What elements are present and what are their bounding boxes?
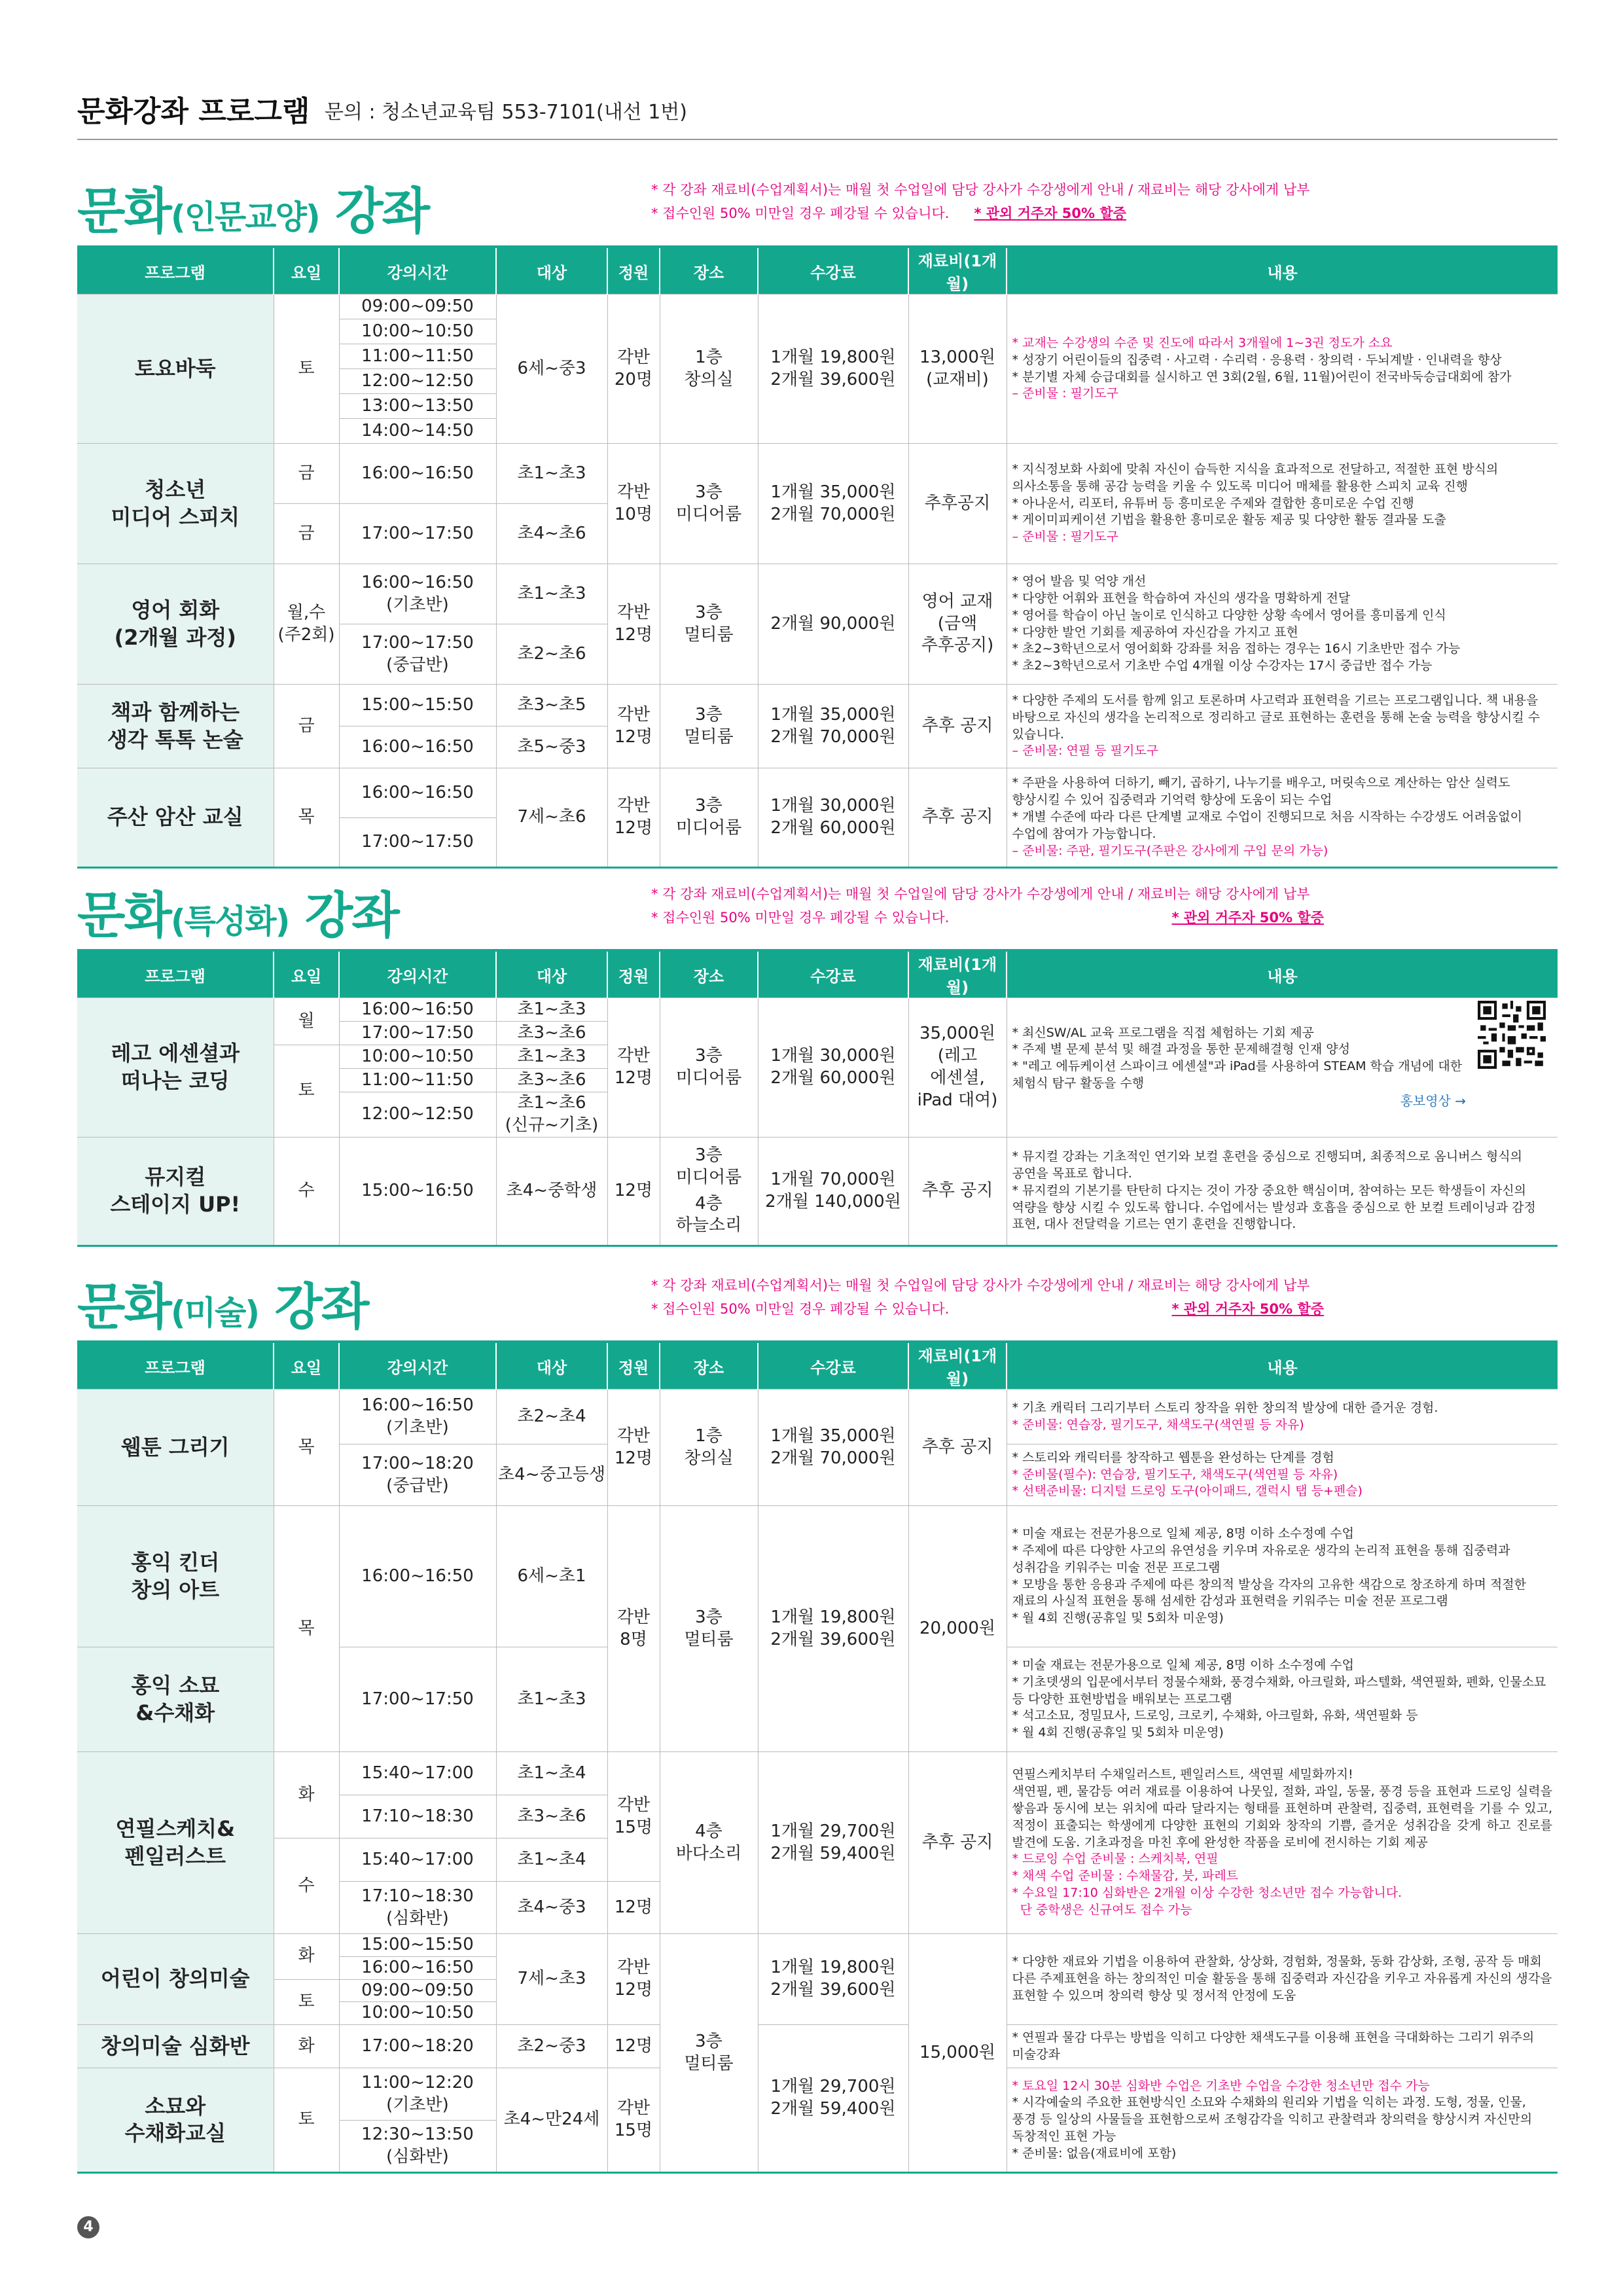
col-material: 재료비(1개월) <box>908 1342 1007 1390</box>
col-time: 강의시간 <box>339 950 496 998</box>
target-cell: 초2~중3 <box>496 2025 607 2068</box>
time-cell: 17:10~18:30 <box>339 1795 496 1839</box>
day-cell: 토 <box>274 1045 339 1138</box>
col-content: 내용 <box>1007 247 1558 295</box>
col-fee: 수강료 <box>758 1342 908 1390</box>
target-cell: 초4~만24세 <box>496 2068 607 2173</box>
course-table <box>77 949 1558 1247</box>
time-cell: 12:30~13:50 (심화반) <box>339 2121 496 2173</box>
content-cell: * 지식정보화 사회에 맞춰 자신이 습득한 지식을 효과적으로 전달하고, 적절한 표현 방식의 의사소통을 통해 공감 능력을 키울 수 있도록 미디어 매체를 활용한 스피치 교육 진행 * 아나운서, 리포터, 유튜버 등 흥미로운 주제와 결합한 흥미로운 수업 진행 * 게이미피케이션 기법을 활용한 흥미로운 활동 제공 및 다양한 활동 결과물 도출 – 준비물 : 필기도구 <box>1007 444 1558 564</box>
day-cell: 토 <box>274 1979 339 2025</box>
time-cell: 15:00~15:50 <box>339 1934 496 1957</box>
col-day: 요일 <box>274 247 339 295</box>
day-cell: 월,수 (주2회) <box>274 564 339 685</box>
capacity-cell: 각반 12명 <box>607 1934 660 2025</box>
content-cell: 연필스케치부터 수채일러스트, 펜일러스트, 색연필 세밀화까지! 색연필, 펜, 물감등 여러 재료를 이용하여 나뭇잎, 절화, 과일, 동물, 풍경 등을 표현과 드로잉 실력을 쌓음과 동시에 보는 위치에 따라 달라지는 형태를 표현하며 관찰력, 집중력, 표현력을 기를 수 있고, 적정이 표출되는 학생에게 다양한 표현의 기회와 창작의 기쁨, 즐거운 성취감을 갖게 하고 진로를 발견에 도움. 기초과정을 마친 후에 완성한 작품을 로비에 전시하는 기회 제공 * 드로잉 수업 준비물 : 스케치북, 연필 * 채색 수업 준비물 : 수채물감, 붓, 파레트 * 수요일 17:10 심화반은 2개월 이상 수강한 청소년만 접수 가능합니다. 단 중학생은 신규여도 접수 가능 <box>1007 1752 1558 1934</box>
program-name: 창의미술 심화반 <box>77 2025 274 2068</box>
place-cell: 3층 미디어룸 4층 하늘소리 <box>660 1137 758 1246</box>
time-cell: 09:00~09:50 <box>339 1979 496 2002</box>
page-number: 4 <box>77 2216 99 2238</box>
capacity-cell: 각반 10명 <box>607 444 660 564</box>
program-name: 홍익 킨더 창의 아트 <box>77 1506 274 1647</box>
qr-code-icon[interactable] <box>1478 1001 1546 1069</box>
material-cell: 15,000원 <box>908 1934 1007 2173</box>
target-cell: 초2~초4 <box>496 1390 607 1444</box>
col-day: 요일 <box>274 1342 339 1390</box>
time-cell: 17:00~17:50 (중급반) <box>339 624 496 685</box>
content-cell: * 미술 재료는 전문가용으로 일체 제공, 8명 이하 소수정예 수업 * 기초뎃생의 입문에서부터 정물수채화, 풍경수채화, 아크릴화, 파스텔화, 색연필화, 펜화, 인물소묘 등 다양한 표현방법을 배워보는 프로그램 * 석고소묘, 정밀묘사, 드로잉, 크로키, 수채화, 아크릴화, 유화, 색연필화 등 * 월 4회 진행(공휴일 및 5회차 미운영) <box>1007 1647 1558 1752</box>
col-fee: 수강료 <box>758 247 908 295</box>
contact-info: 문의 : 청소년교육팀 553-7101(내선 1번) <box>325 101 687 124</box>
table-row <box>77 768 1558 818</box>
content-cell: * 다양한 재료와 기법을 이용하여 관찰화, 상상화, 경험화, 정물화, 동화 감상화, 조형, 공작 등 매회 다른 주제표현을 하는 창의적인 미술 활동을 통해 집중력과 자신감을 키우고 자유롭게 자신의 생각을 표현할 수 있으며 창의력 향상 및 정서적 안정에 도움 <box>1007 1934 1558 2025</box>
col-program: 프로그램 <box>77 247 274 295</box>
day-cell: 목 <box>274 1506 339 1752</box>
material-cell: 추후공지 <box>908 444 1007 564</box>
table-header-row <box>77 950 1558 998</box>
table-row <box>77 564 1558 624</box>
target-cell: 초1~초4 <box>496 1839 607 1882</box>
day-cell: 목 <box>274 768 339 868</box>
col-material: 재료비(1개월) <box>908 950 1007 998</box>
time-cell: 11:00~12:20 (기초반) <box>339 2068 496 2121</box>
fee-cell: 2개월 90,000원 <box>758 564 908 685</box>
col-program: 프로그램 <box>77 1342 274 1390</box>
day-cell: 목 <box>274 1390 339 1506</box>
time-cell: 17:00~17:50 <box>339 1647 496 1752</box>
target-cell: 초4~중3 <box>496 1882 607 1934</box>
table-row <box>77 1137 1558 1246</box>
time-cell: 17:00~18:20 <box>339 2025 496 2068</box>
content-cell: * 기초 캐릭터 그리기부터 스토리 창작을 위한 창의적 발상에 대한 즐거운 경험. * 준비물: 연습장, 필기도구, 채색도구(색연필 등 자유) <box>1007 1390 1558 1444</box>
target-cell: 초4~중고등생 <box>496 1444 607 1506</box>
place-cell: 3층 미디어룸 <box>660 444 758 564</box>
material-cell: 35,000원 (레고 에센셜, iPad 대여) <box>908 998 1007 1138</box>
time-cell: 15:40~17:00 <box>339 1752 496 1795</box>
col-place: 장소 <box>660 1342 758 1390</box>
target-cell: 초1~초6 (신규~기초) <box>496 1092 607 1138</box>
col-time: 강의시간 <box>339 247 496 295</box>
program-name: 주산 암산 교실 <box>77 768 274 868</box>
col-target: 대상 <box>496 247 607 295</box>
day-cell: 월 <box>274 998 339 1045</box>
col-program: 프로그램 <box>77 950 274 998</box>
time-cell: 15:00~15:50 <box>339 685 496 726</box>
table-row <box>77 444 1558 504</box>
capacity-cell: 12명 <box>607 1137 660 1246</box>
target-cell: 6세~초1 <box>496 1506 607 1647</box>
content-cell: * 스토리와 캐릭터를 창작하고 웹툰을 완성하는 단계를 경험 * 준비물(필수): 연습장, 필기도구, 채색도구(색연필 등 자유) * 선택준비물: 디지털 드로잉 도구(아이패드, 갤럭시 탭 등+펜슬) <box>1007 1444 1558 1506</box>
fee-cell: 1개월 19,800원 2개월 39,600원 <box>758 1506 908 1752</box>
target-cell: 초1~초3 <box>496 998 607 1022</box>
time-cell: 17:00~18:20 (중급반) <box>339 1444 496 1506</box>
time-cell: 17:00~17:50 <box>339 1022 496 1045</box>
material-cell: 추후 공지 <box>908 1752 1007 1934</box>
fee-cell: 1개월 29,700원 2개월 59,400원 <box>758 2025 908 2173</box>
section-title: 문화(인문교양) 강좌 <box>77 182 429 240</box>
col-material: 재료비(1개월) <box>908 247 1007 295</box>
section-notes: * 각 강좌 재료비(수업계획서)는 매월 첫 수업일에 담당 강사가 수강생에게 안내 / 재료비는 해당 강사에게 납부 * 접수인원 50% 미만일 경우 폐강될 수 있습니다. * 관외 거주자 50% 할증 <box>651 1278 1324 1317</box>
time-cell: 15:00~16:50 <box>339 1137 496 1246</box>
col-place: 장소 <box>660 950 758 998</box>
table-row <box>77 1752 1558 1795</box>
col-content: 내용 <box>1007 1342 1558 1390</box>
program-name: 토요바둑 <box>77 295 274 444</box>
target-cell: 초3~초6 <box>496 1069 607 1092</box>
section-notes: * 각 강좌 재료비(수업계획서)는 매월 첫 수업일에 담당 강사가 수강생에게 안내 / 재료비는 해당 강사에게 납부 * 접수인원 50% 미만일 경우 폐강될 수 있습니다. * 관외 거주자 50% 할증 <box>651 182 1310 221</box>
table-row <box>77 1390 1558 1444</box>
day-cell: 토 <box>274 295 339 444</box>
material-cell: 영어 교재 (금액 추후공지) <box>908 564 1007 685</box>
fee-cell: 1개월 35,000원 2개월 70,000원 <box>758 1390 908 1506</box>
content-cell: * 다양한 주제의 도서를 함께 읽고 토론하며 사고력과 표현력을 기르는 프로그램입니다. 책 내용을 바탕으로 자신의 생각을 논리적으로 정리하고 글로 표현하는 훈련을 통해 논술 능력을 향상시킬 수 있습니다. – 준비물: 연필 등 필기도구 <box>1007 685 1558 768</box>
target-cell: 초1~초3 <box>496 1045 607 1069</box>
col-target: 대상 <box>496 950 607 998</box>
col-capacity: 정원 <box>607 950 660 998</box>
time-cell: 11:00~11:50 <box>339 344 496 369</box>
time-cell: 16:00~16:50 <box>339 1506 496 1647</box>
time-cell: 11:00~11:50 <box>339 1069 496 1092</box>
col-target: 대상 <box>496 1342 607 1390</box>
time-cell: 10:00~10:50 <box>339 2002 496 2025</box>
time-cell: 14:00~14:50 <box>339 419 496 444</box>
capacity-cell: 각반 12명 <box>607 998 660 1138</box>
time-cell: 13:00~13:50 <box>339 394 496 419</box>
table-row <box>77 685 1558 726</box>
col-fee: 수강료 <box>758 950 908 998</box>
program-name: 영어 회화 (2개월 과정) <box>77 564 274 685</box>
time-cell: 16:00~16:50 <box>339 1956 496 1979</box>
content-cell: * 최신SW/AL 교육 프로그램을 직접 체험하는 기회 제공 * 주제 별 문제 분석 및 해결 과정을 통한 문제해결형 인재 양성 * "레고 에듀케이션 스파이크 에센셜"과 iPad를 사용하여 STEAM 학습 개념에 대한 체험식 탐구 활동을 수행 홍보영상 → <box>1007 998 1558 1138</box>
day-cell: 금 <box>274 444 339 504</box>
page-title: 문화강좌 프로그램 <box>77 95 310 128</box>
day-cell: 금 <box>274 504 339 564</box>
program-name: 홍익 소묘 &수채화 <box>77 1647 274 1752</box>
time-cell: 12:00~12:50 <box>339 369 496 394</box>
capacity-cell: 각반 20명 <box>607 295 660 444</box>
section-title: 문화(특성화) 강좌 <box>77 886 399 944</box>
page-header <box>77 84 1558 140</box>
fee-cell: 1개월 19,800원 2개월 39,600원 <box>758 295 908 444</box>
place-cell: 3층 멀티룸 <box>660 685 758 768</box>
day-cell: 화 <box>274 1752 339 1839</box>
time-cell: 12:00~12:50 <box>339 1092 496 1138</box>
content-cell: * 미술 재료는 전문가용으로 일체 제공, 8명 이하 소수정예 수업 * 주제에 따른 다양한 사고의 유연성을 키우며 자유로운 생각의 논리적 표현을 통해 집중력과 성취감을 키워주는 미술 전문 프로그램 * 모방을 통한 응용과 주제에 따른 창의적 발상을 각자의 고유한 색감으로 창조하게 하며 적절한 재료의 사실적 표현을 통해 섬세한 감성과 표현력을 키워주는 미술 전문 프로그램 * 월 4회 진행(공휴일 및 5회차 미운영) <box>1007 1506 1558 1647</box>
target-cell: 초3~초6 <box>496 1795 607 1839</box>
section-notes: * 각 강좌 재료비(수업계획서)는 매월 첫 수업일에 담당 강사가 수강생에게 안내 / 재료비는 해당 강사에게 납부 * 접수인원 50% 미만일 경우 폐강될 수 있습니다. * 관외 거주자 50% 할증 <box>651 886 1324 925</box>
program-name: 뮤지컬 스테이지 UP! <box>77 1137 274 1246</box>
fee-cell: 1개월 29,700원 2개월 59,400원 <box>758 1752 908 1934</box>
capacity-cell: 12명 <box>607 2025 660 2068</box>
program-name: 청소년 미디어 스피치 <box>77 444 274 564</box>
section-title: 문화(미술) 강좌 <box>77 1278 368 1336</box>
col-time: 강의시간 <box>339 1342 496 1390</box>
table-row <box>77 1934 1558 1957</box>
time-cell: 15:40~17:00 <box>339 1839 496 1882</box>
content-cell: * 연필과 물감 다루는 방법을 익히고 다양한 채색도구를 이용해 표현을 극대화하는 그리기 위주의 미술강좌 <box>1007 2025 1558 2068</box>
place-cell: 1층 창의실 <box>660 295 758 444</box>
program-name: 연필스케치& 펜일러스트 <box>77 1752 274 1934</box>
time-cell: 10:00~10:50 <box>339 319 496 344</box>
time-cell: 16:00~16:50 (기초반) <box>339 1390 496 1444</box>
content-cell: * 토요일 12시 30분 심화반 수업은 기초반 수업을 수강한 청소년만 접수 가능 * 시각예술의 주요한 표현방식인 소묘와 수채화의 원리와 기법을 익히는 과정. 도형, 정물, 인물, 풍경 등 일상의 사물들을 표현함으로써 조형감각을 익히고 관찰력과 창의력을 향상시켜 자신만의 독창적인 표현 가능 * 준비물: 없음(재료비에 포함) <box>1007 2068 1558 2173</box>
place-cell: 3층 미디어룸 <box>660 768 758 868</box>
col-capacity: 정원 <box>607 1342 660 1390</box>
target-cell: 6세~중3 <box>496 295 607 444</box>
content-cell: * 뮤지컬 강좌는 기초적인 연기와 보컬 훈련을 중심으로 진행되며, 최종적으로 옴니버스 형식의 공연을 목표로 합니다. * 뮤지컬의 기본기를 탄탄히 다지는 것이 가장 중요한 핵심이며, 참여하는 모든 학생들이 자신의 역량을 향상 시킬 수 있도록 합니다. 수업에서는 발성과 호흡을 중심으로 한 보컬 트레이닝과 감정 표현, 대사 전달력을 기르는 연기 훈련을 진행합니다. <box>1007 1137 1558 1246</box>
target-cell: 초1~초3 <box>496 444 607 504</box>
target-cell: 초5~중3 <box>496 726 607 768</box>
target-cell: 초1~초3 <box>496 1647 607 1752</box>
place-cell: 3층 멀티룸 <box>660 1934 758 2173</box>
time-cell: 09:00~09:50 <box>339 295 496 319</box>
material-cell: 추후 공지 <box>908 768 1007 868</box>
day-cell: 금 <box>274 685 339 768</box>
program-name: 어린이 창의미술 <box>77 1934 274 2025</box>
col-capacity: 정원 <box>607 247 660 295</box>
place-cell: 3층 미디어룸 <box>660 998 758 1138</box>
capacity-cell: 12명 <box>607 1882 660 1934</box>
table-row <box>77 998 1558 1022</box>
target-cell: 7세~초6 <box>496 768 607 868</box>
target-cell: 7세~초3 <box>496 1934 607 2025</box>
target-cell: 초3~초6 <box>496 1022 607 1045</box>
time-cell: 16:00~16:50 <box>339 768 496 818</box>
content-cell: * 영어 발음 및 억양 개선 * 다양한 어휘와 표현을 학습하여 자신의 생각을 명확하게 전달 * 영어를 학습이 아닌 놀이로 인식하고 다양한 상황 속에서 영어를 흥미롭게 인식 * 다양한 발언 기회를 제공하여 자신감을 가지고 표현 * 초2~3학년으로서 영어회화 강좌를 처음 접하는 경우는 16시 기초반만 접수 가능 * 초2~3학년으로서 기초반 수업 4개월 이상 수강자는 17시 중급반 접수 가능 <box>1007 564 1558 685</box>
course-table <box>77 245 1558 869</box>
time-cell: 17:10~18:30 (심화반) <box>339 1882 496 1934</box>
day-cell: 화 <box>274 2025 339 2068</box>
fee-cell: 1개월 35,000원 2개월 70,000원 <box>758 685 908 768</box>
program-name: 웹툰 그리기 <box>77 1390 274 1506</box>
content-cell: * 주판을 사용하여 더하기, 빼기, 곱하기, 나누기를 배우고, 머릿속으로 계산하는 암산 실력도 향상시킬 수 있어 집중력과 기억력 향상에 도움이 되는 수업 * 개별 수준에 따라 다른 단계별 교재로 수업이 진행되므로 처음 시작하는 수강생도 어려움없이 수업에 참여가 가능합니다. – 준비물: 주판, 필기도구(주판은 강사에게 구입 문의 가능) <box>1007 768 1558 868</box>
target-cell: 초3~초5 <box>496 685 607 726</box>
target-cell: 초2~초6 <box>496 624 607 685</box>
table-row <box>77 2025 1558 2068</box>
program-name: 레고 에센셜과 떠나는 코딩 <box>77 998 274 1138</box>
capacity-cell: 각반 12명 <box>607 685 660 768</box>
col-content: 내용 <box>1007 950 1558 998</box>
table-header-row <box>77 247 1558 295</box>
place-cell: 3층 멀티룸 <box>660 1506 758 1752</box>
col-day: 요일 <box>274 950 339 998</box>
material-cell: 추후 공지 <box>908 1137 1007 1246</box>
fee-cell: 1개월 19,800원 2개월 39,600원 <box>758 1934 908 2025</box>
time-cell: 10:00~10:50 <box>339 1045 496 1069</box>
place-cell: 4층 바다소리 <box>660 1752 758 1934</box>
time-cell: 16:00~16:50 (기초반) <box>339 564 496 624</box>
time-cell: 17:00~17:50 <box>339 504 496 564</box>
time-cell: 16:00~16:50 <box>339 998 496 1022</box>
place-cell: 1층 창의실 <box>660 1390 758 1506</box>
capacity-cell: 각반 8명 <box>607 1506 660 1752</box>
fee-cell: 1개월 30,000원 2개월 60,000원 <box>758 768 908 868</box>
time-cell: 16:00~16:50 <box>339 726 496 768</box>
program-name: 책과 함께하는 생각 톡톡 논술 <box>77 685 274 768</box>
table-row <box>77 1506 1558 1647</box>
table-header-row <box>77 1342 1558 1390</box>
promo-video-link[interactable]: 홍보영상 → <box>1400 1092 1466 1109</box>
fee-cell: 1개월 35,000원 2개월 70,000원 <box>758 444 908 564</box>
content-cell: * 교재는 수강생의 수준 및 진도에 따라서 3개월에 1~3권 정도가 소요 * 성장기 어린이들의 집중력 · 사고력 · 수리력 · 응용력 · 창의력 · 두뇌계발 · 인내력을 향상 * 분기별 자체 승급대회를 실시하고 연 3회(2월, 6월, 11월)어린이 전국바둑승급대회에 참가 – 준비물 : 필기도구 <box>1007 295 1558 444</box>
material-cell: 13,000원 (교재비) <box>908 295 1007 444</box>
day-cell: 토 <box>274 2068 339 2173</box>
table-row <box>77 295 1558 319</box>
material-cell: 20,000원 <box>908 1506 1007 1752</box>
capacity-cell: 각반 12명 <box>607 768 660 868</box>
target-cell: 초4~중학생 <box>496 1137 607 1246</box>
fee-cell: 1개월 70,000원 2개월 140,000원 <box>758 1137 908 1246</box>
day-cell: 수 <box>274 1839 339 1934</box>
capacity-cell: 각반 15명 <box>607 1752 660 1882</box>
day-cell: 수 <box>274 1137 339 1246</box>
time-cell: 17:00~17:50 <box>339 818 496 868</box>
program-name: 소묘와 수채화교실 <box>77 2068 274 2173</box>
time-cell: 16:00~16:50 <box>339 444 496 504</box>
capacity-cell: 각반 15명 <box>607 2068 660 2173</box>
target-cell: 초4~초6 <box>496 504 607 564</box>
material-cell: 추후 공지 <box>908 1390 1007 1506</box>
col-place: 장소 <box>660 247 758 295</box>
capacity-cell: 각반 12명 <box>607 1390 660 1506</box>
course-table <box>77 1340 1558 2174</box>
target-cell: 초1~초4 <box>496 1752 607 1795</box>
place-cell: 3층 멀티룸 <box>660 564 758 685</box>
capacity-cell: 각반 12명 <box>607 564 660 685</box>
material-cell: 추후 공지 <box>908 685 1007 768</box>
target-cell: 초1~초3 <box>496 564 607 624</box>
day-cell: 화 <box>274 1934 339 1980</box>
fee-cell: 1개월 30,000원 2개월 60,000원 <box>758 998 908 1138</box>
